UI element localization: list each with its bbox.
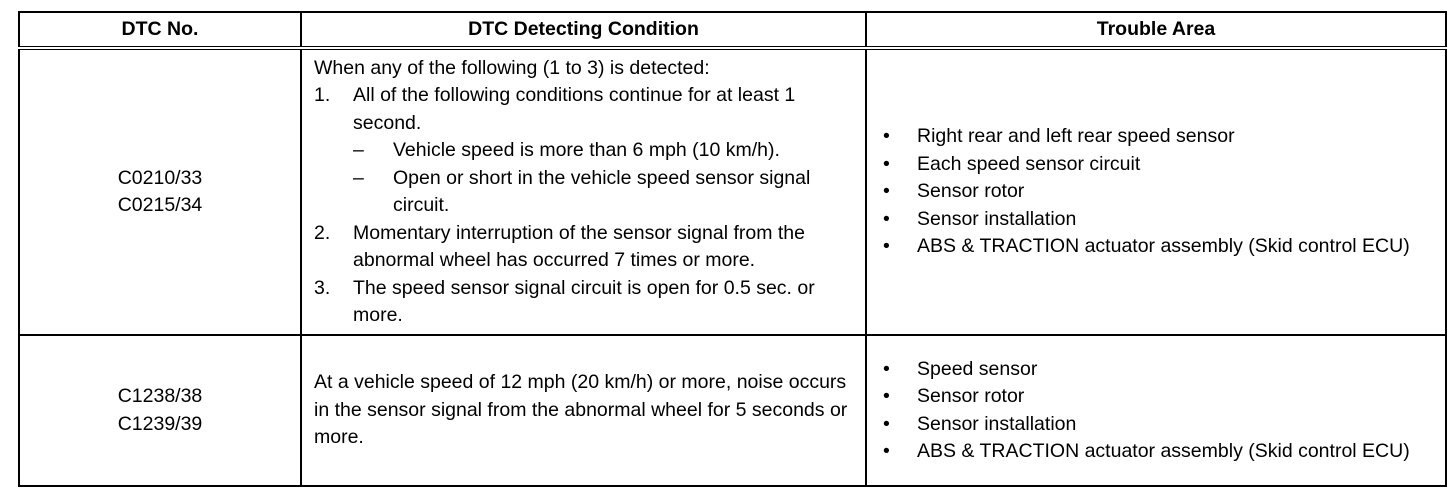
dash-marker: – bbox=[353, 166, 364, 189]
condition-item-number: 1. bbox=[314, 84, 331, 106]
detecting-condition-cell bbox=[301, 48, 866, 335]
trouble-area-cell bbox=[866, 335, 1446, 486]
header-dtc-no: DTC No. bbox=[19, 12, 301, 48]
trouble-area-text: ABS & TRACTION actuator assembly (Skid control ECU) bbox=[917, 235, 1410, 258]
list-item bbox=[875, 123, 1437, 151]
condition-item bbox=[314, 275, 857, 330]
list-item bbox=[875, 151, 1437, 179]
condition-text: At a vehicle speed of 12 mph (20 km/h) or more, noise occurs in the sensor signal from the abnormal wheel for 5 seconds or more. bbox=[314, 371, 848, 449]
dtc-code: C0215/34 bbox=[117, 194, 203, 216]
list-item bbox=[875, 206, 1437, 234]
bullet-icon: • bbox=[883, 440, 890, 462]
trouble-area-list bbox=[875, 356, 1437, 466]
condition-item-text: The speed sensor signal circuit is open for 0.5 sec. or more. bbox=[353, 276, 815, 326]
dtc-code: C1239/39 bbox=[117, 412, 203, 435]
condition-subitem bbox=[314, 165, 857, 220]
bullet-icon: • bbox=[883, 152, 890, 175]
dtc-code-cell bbox=[19, 335, 301, 486]
condition-item-text: All of the following conditions continue for at least 1 second. bbox=[353, 84, 796, 134]
condition-item-number: 3. bbox=[314, 276, 331, 299]
dtc-code: C1238/38 bbox=[117, 385, 203, 407]
trouble-area-text: Each speed sensor circuit bbox=[917, 152, 1141, 175]
list-item bbox=[875, 411, 1437, 439]
trouble-area-text: Sensor rotor bbox=[917, 180, 1025, 203]
dash-marker: – bbox=[353, 139, 364, 161]
header-trouble-area: Trouble Area bbox=[866, 12, 1446, 48]
list-item bbox=[875, 233, 1437, 261]
trouble-area-text: Sensor installation bbox=[917, 412, 1077, 435]
bullet-icon: • bbox=[883, 207, 890, 230]
dtc-code: C0210/33 bbox=[117, 166, 203, 189]
trouble-area-text: ABS & TRACTION actuator assembly (Skid control ECU) bbox=[917, 440, 1410, 462]
trouble-area-cell bbox=[866, 48, 1446, 335]
condition-subitem-text: Open or short in the vehicle speed sensor signal circuit. bbox=[393, 166, 811, 216]
list-item bbox=[875, 438, 1437, 466]
condition-item bbox=[314, 220, 857, 275]
trouble-area-text: Right rear and left rear speed sensor bbox=[917, 125, 1235, 148]
trouble-area-text: Sensor rotor bbox=[917, 385, 1025, 407]
bullet-icon: • bbox=[883, 385, 890, 407]
dtc-table bbox=[18, 11, 1447, 487]
condition-item-number: 2. bbox=[314, 221, 331, 244]
condition-subitem bbox=[314, 137, 857, 165]
condition-intro: When any of the following (1 to 3) is detected: bbox=[314, 56, 710, 79]
condition-subitem-text: Vehicle speed is more than 6 mph (10 km/h). bbox=[393, 139, 780, 161]
header-detecting-condition: DTC Detecting Condition bbox=[301, 12, 866, 48]
condition-item bbox=[314, 82, 857, 137]
bullet-icon: • bbox=[883, 412, 890, 435]
list-item bbox=[875, 356, 1437, 384]
list-item bbox=[875, 383, 1437, 411]
trouble-area-text: Speed sensor bbox=[917, 357, 1038, 380]
bullet-icon: • bbox=[883, 357, 890, 380]
table-row bbox=[19, 48, 1446, 335]
bullet-icon: • bbox=[883, 125, 890, 148]
trouble-area-list bbox=[875, 123, 1437, 261]
dtc-code-cell bbox=[19, 48, 301, 335]
bullet-icon: • bbox=[883, 180, 890, 203]
header-row bbox=[19, 12, 1446, 48]
detecting-condition-cell bbox=[301, 335, 866, 486]
table-row bbox=[19, 335, 1446, 486]
condition-item-text: Momentary interruption of the sensor signal from the abnormal wheel has occurred 7 times or more. bbox=[353, 221, 805, 271]
bullet-icon: • bbox=[883, 235, 890, 258]
list-item bbox=[875, 178, 1437, 206]
trouble-area-text: Sensor installation bbox=[917, 207, 1077, 230]
